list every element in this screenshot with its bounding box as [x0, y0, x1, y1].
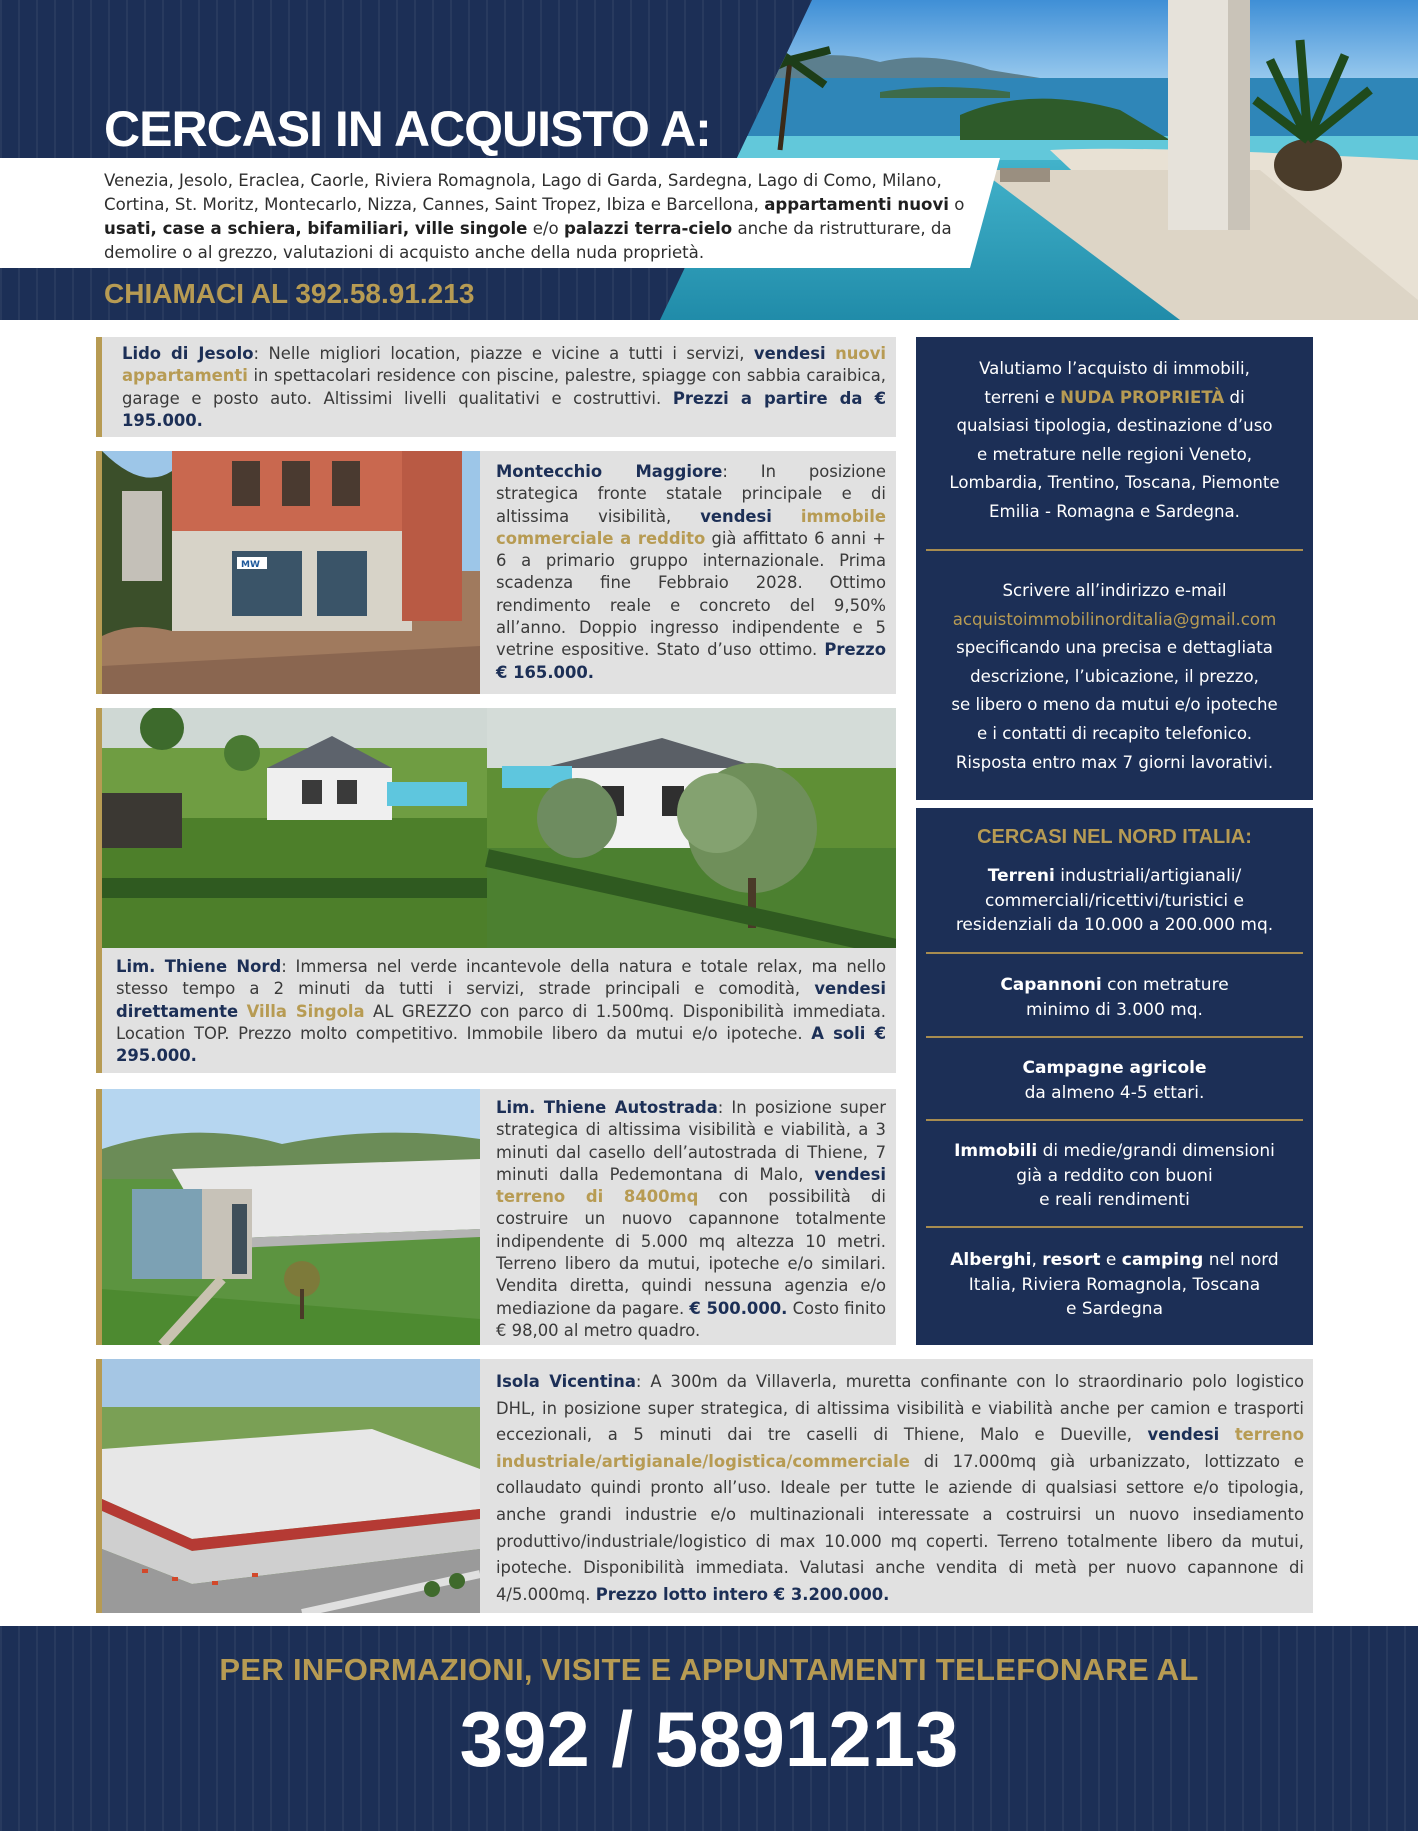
header-connector-1: o: [954, 195, 965, 214]
header-conditions: anche da ristrutturare, da demolire o al grezzo, valutazioni di acquisto anche della nuda proprietà.: [104, 219, 952, 262]
listing-price: Prezzo € 165.000.: [496, 640, 886, 682]
listing-desc: : In posizione strategica fronte statale principale e di altissima visibilità,: [496, 462, 886, 526]
listing-highlight: Villa Singola: [246, 1001, 365, 1021]
listing-highlight: immobile commerciale a reddito: [496, 506, 886, 548]
listing-thiene-nord-text: [116, 956, 886, 1067]
panel-divider: [926, 952, 1303, 954]
email-line: e i contatti di recapito telefonico.: [976, 723, 1253, 743]
nord-item-keyword: Campagne agricole: [1022, 1058, 1207, 1078]
nord-italia-panel: [916, 808, 1313, 1345]
listing-thiene-autostrada-text: [496, 1097, 886, 1342]
valutiamo-line: [916, 384, 1313, 413]
listing-thiene-autostrada: [96, 1089, 896, 1345]
valutiamo-line: qualsiasi tipologia, destinazione d’uso: [956, 416, 1273, 436]
email-line: se libero o meno da mutui e/o ipoteche: [951, 695, 1278, 715]
listing-isola-vicentina: [96, 1359, 1313, 1613]
footer-info-line: PER INFORMAZIONI, VISITE E APPUNTAMENTI TELEFONARE AL: [219, 1652, 1199, 1687]
nord-item-text: minimo di 3.000 mq.: [1026, 999, 1203, 1020]
nord-item-keyword: Terreni: [987, 866, 1055, 886]
nord-italia-title: CERCASI NEL NORD ITALIA:: [977, 826, 1252, 848]
header-strong-3: palazzi terra-cielo: [563, 219, 733, 238]
nord-item-campagne: [916, 1056, 1313, 1105]
panel-divider: [926, 1119, 1303, 1121]
email-instructions: [916, 577, 1313, 777]
listing-vendesi: vendesi: [700, 506, 772, 526]
nord-item-text: già a reddito con buoni: [1016, 1165, 1213, 1186]
nord-item-text: industriali/artigianali/: [1060, 866, 1242, 886]
listing-thiene-nord: [96, 708, 896, 1073]
valutiamo-segment: terreni e: [984, 387, 1055, 407]
listing-vendesi: vendesi: [1147, 1425, 1220, 1445]
listing-desc: : A 300m da Villaverla, muretta confinante con lo straordinario polo logistico DHL, in posizione super strategica, di altissima visibilità e viabilità anche per camion e trasporti eccezionali, a 5 minuti dai tre caselli di Thiene, Malo e Dueville,: [496, 1372, 1304, 1445]
header-phone[interactable]: CHIAMACI AL 392.58.91.213: [104, 278, 475, 309]
nord-item-capannoni: [916, 973, 1313, 1022]
nord-item-keyword: Alberghi: [950, 1250, 1032, 1270]
footer-phone-number[interactable]: 392 / 5891213: [459, 1695, 959, 1783]
email-line: Risposta entro max 7 giorni lavorativi.: [955, 752, 1274, 772]
header-connector-2: e/o: [532, 219, 559, 238]
panel-divider: [926, 549, 1303, 551]
listing-jesolo: [96, 337, 896, 437]
nord-item-immobili: [916, 1139, 1313, 1213]
listing-desc-2: di 17.000mq già urbanizzato, lottizzato e collaudato quindi pronto all’uso. Ideale per tutte le aziende di qualsiasi settore e/o tipologia, anche grandi industrie e/o multinazionali interessate a costruirsi un nuovo insediamento produttivo/industriale/logistico di max 10.000 mq coperti. Terreno totalmente libero da mutui, ipoteche. Disponibilità immediata. Valutasi anche vendita di metà per nuovo capannone di 4/5.000mq.: [496, 1451, 1304, 1604]
listing-place: Lim. Thiene Nord: [116, 957, 282, 976]
commercial-building-photo: [102, 451, 480, 694]
villa-render-photo: [102, 708, 896, 948]
nord-item-text: commerciali/ricettivi/turistici e: [984, 890, 1245, 911]
nord-item-text: e: [1105, 1250, 1117, 1270]
panel-divider: [926, 1036, 1303, 1038]
nord-item-text: con metrature: [1107, 975, 1229, 995]
email-line: Scrivere all’indirizzo e-mail: [1002, 581, 1227, 600]
nord-item-keyword: Capannoni: [1000, 975, 1102, 995]
listing-vendesi: vendesi: [814, 1164, 887, 1184]
shop-sign: MW: [241, 560, 260, 570]
nord-item-terreni: [916, 864, 1313, 938]
header-banner: [0, 0, 1418, 320]
listing-price: Prezzo lotto intero € 3.200.000.: [595, 1584, 890, 1604]
warehouse-render-photo: [102, 1089, 480, 1345]
nord-item-text: da almeno 4-5 ettari.: [1024, 1082, 1205, 1103]
nuda-proprieta-highlight: NUDA PROPRIETÀ: [1060, 387, 1225, 407]
listing-desc: : Immersa nel verde incantevole della natura e totale relax, ma nello stesso tempo a 2 minuti da tutti i servizi, strade principali e comodità,: [116, 957, 886, 999]
panel-divider: [926, 1226, 1303, 1228]
listing-montecchio-text: [496, 461, 886, 684]
listing-vendesi: vendesi: [753, 344, 826, 363]
listing-desc-2: in spettacolari residence con piscine, palestre, spiagge con sabbia caraibica, garage e posto auto. Altissimi livelli qualitativi e costruttivi.: [122, 366, 886, 408]
listing-place: Isola Vicentina: [496, 1372, 636, 1391]
nord-item-keyword: Immobili: [954, 1141, 1038, 1161]
email-link[interactable]: acquistoimmobilinorditalia@gmail.com: [952, 609, 1277, 629]
valutiamo-line: Lombardia, Trentino, Toscana, Piemonte: [949, 473, 1280, 493]
valutiamo-panel: [916, 337, 1313, 800]
nord-item-keyword: camping: [1121, 1250, 1204, 1270]
listing-vendesi: vendesi direttamente: [116, 979, 887, 1021]
listing-montecchio: [96, 451, 896, 694]
footer-banner: [0, 1626, 1418, 1831]
listing-desc: : In posizione super strategica di altissima visibilità e viabilità, a 3 minuti dal casello dell’autostrada di Thiene, 7 minuti dalla Pedemontana di Malo,: [496, 1098, 886, 1184]
valutiamo-segment: di: [1229, 387, 1245, 407]
valutiamo-line: Valutiamo l’acquisto di immobili,: [979, 359, 1250, 378]
listing-price: € 500.000.: [689, 1298, 788, 1318]
nord-item-text: Italia, Riviera Romagnola, Toscana: [968, 1274, 1261, 1295]
listing-desc-2: AL GREZZO con parco di 1.500mq. Disponibilità immediata. Location TOP. Prezzo molto competitivo. Immobile libero da mutui e/o ipoteche.: [116, 1001, 886, 1043]
valutiamo-line: Emilia - Romagna e Sardegna.: [989, 501, 1240, 521]
listing-desc-2: già affittato 6 anni + 6 a primario gruppo internazionale. Prima scadenza fine Febbraio 2028. Ottimo rendimento reale e concreto del 9,50% all’anno. Doppio ingresso indipendente e 5 vetrine espositive. Stato d’uso ottimo.: [496, 528, 886, 660]
listing-place: Montecchio Maggiore: [496, 462, 723, 481]
listing-desc-2: con possibilità di costruire un nuovo capannone totalmente indipendente di 5.000 mq altezza 10 metri. Terreno libero da mutui, ipoteche e/o similari. Vendita diretta, quindi nessuna agenzia e/o mediazione da pagare.: [496, 1187, 886, 1318]
email-line: descrizione, l’ubicazione, il prezzo,: [970, 666, 1259, 686]
header-cities: Venezia, Jesolo, Eraclea, Caorle, Riviera Romagnola, Lago di Garda, Sardegna, Lago di Como, Milano, Cortina, St. Moritz, Montecarlo, Nizza, Cannes, Saint Tropez, Ibiza e Barcellona,: [104, 171, 942, 214]
header-strong-2: usati, case a schiera, bifamiliari, ville singole: [104, 219, 528, 238]
listing-highlight: terreno industriale/artigianale/logistica/commerciale: [496, 1425, 1304, 1471]
listing-highlight: nuovi appartamenti: [122, 344, 886, 386]
listing-isola-vicentina-text: [496, 1369, 1304, 1608]
header-location-list: [104, 169, 984, 265]
listing-place: Lido di Jesolo: [122, 344, 254, 363]
nord-item-text: nel nord: [1208, 1250, 1279, 1270]
listing-price: A soli € 295.000.: [116, 1023, 886, 1066]
nord-item-text: residenziali da 10.000 a 200.000 mq.: [955, 915, 1274, 935]
nord-item-text: e reali rendimenti: [1039, 1190, 1190, 1210]
listing-jesolo-text: [122, 343, 886, 432]
valutiamo-line: e metrature nelle regioni Veneto,: [976, 444, 1253, 464]
listing-highlight: terreno di 8400mq: [496, 1187, 699, 1207]
logistics-center-photo: [102, 1359, 480, 1613]
header-title: CERCASI IN ACQUISTO A:: [104, 101, 711, 157]
listing-place: Lim. Thiene Autostrada: [496, 1098, 718, 1117]
header-strong-1: appartamenti nuovi: [764, 195, 949, 214]
email-line: specificando una precisa e dettagliata: [956, 638, 1273, 658]
nord-item-text: ,: [1031, 1250, 1037, 1270]
nord-item-keyword: resort: [1042, 1250, 1101, 1270]
listing-desc: : Nelle migliori location, piazze e vicine a tutti i servizi,: [253, 344, 745, 363]
listing-price: Prezzi a partire da € 195.000.: [122, 388, 886, 430]
nord-item-text: e Sardegna: [1066, 1299, 1163, 1319]
nord-item-alberghi: [916, 1248, 1313, 1322]
valutiamo-text: [916, 355, 1313, 527]
nord-item-text: di medie/grandi dimensioni: [1042, 1141, 1275, 1161]
listing-desc-3: Costo finito € 98,00 al metro quadro.: [496, 1298, 886, 1340]
